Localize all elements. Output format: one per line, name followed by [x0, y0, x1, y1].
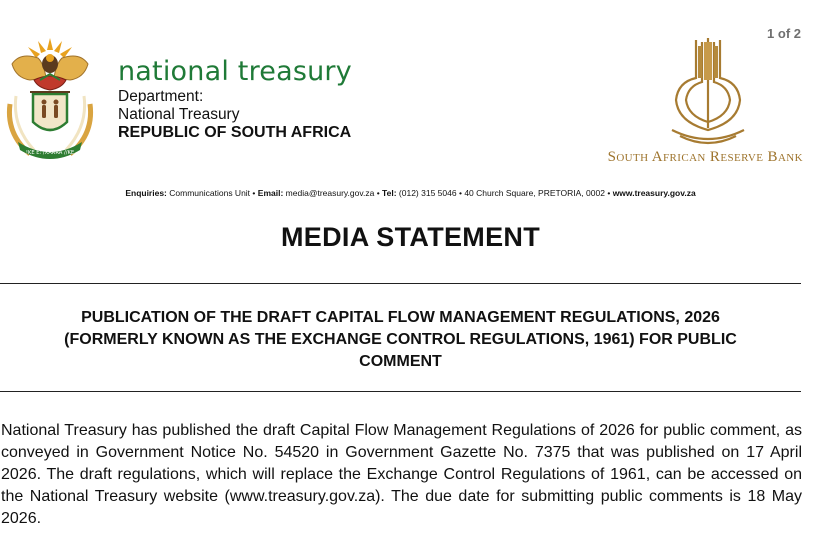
enquiries-label: Enquiries:: [125, 188, 167, 198]
email-link[interactable]: media@treasury.gov.za: [285, 188, 375, 198]
enquiries-value: Communications Unit: [169, 188, 251, 198]
separator: •: [458, 188, 462, 198]
headline-line-1: PUBLICATION OF THE DRAFT CAPITAL FLOW MANAGEMENT REGULATIONS, 2026: [81, 309, 720, 326]
separator: •: [376, 188, 380, 198]
separator: •: [607, 188, 611, 198]
website-link[interactable]: www.treasury.gov.za: [612, 188, 696, 198]
page-number: 1 of 2: [767, 26, 801, 41]
department-label: Department:: [118, 88, 204, 105]
sarb-name: South African Reserve Bank: [607, 149, 803, 165]
contact-line: [0, 188, 821, 198]
treasury-wordmark: national treasury: [118, 56, 352, 87]
divider-bottom: [0, 391, 801, 392]
tel-label: Tel:: [382, 188, 397, 198]
svg-text:!KE E: /XARRA //KE: !KE E: /XARRA //KE: [25, 150, 75, 156]
email-label: Email:: [257, 188, 284, 198]
headline: [0, 307, 801, 373]
republic-name: REPUBLIC OF SOUTH AFRICA: [118, 124, 352, 141]
address: 40 Church Square, PRETORIA, 0002: [464, 188, 605, 198]
separator: •: [252, 188, 256, 198]
divider-top: [0, 283, 801, 284]
headline-line-3: COMMENT: [359, 353, 442, 370]
coat-of-arms-icon: [0, 34, 100, 164]
document-type-title: MEDIA STATEMENT: [281, 222, 540, 252]
headline-line-2: (FORMERLY KNOWN AS THE EXCHANGE CONTROL REGULATIONS, 1961) FOR PUBLIC: [64, 331, 737, 348]
sarb-emblem-icon: [668, 38, 748, 146]
tel-value: (012) 315 5046: [398, 188, 457, 198]
department-name: National Treasury: [118, 106, 240, 123]
body-paragraph: National Treasury has published the draft Capital Flow Management Regulations of 2026 for public comment, as conveyed in Government Notice No. 54520 in Government Gazette No. 7375 that was published on 17 April 2026. The draft regulations, which will replace the Exchange Control Regulations of 1961, can be accessed on the National Treasury website (www.treasury.gov.za). The due date for submitting public comments is 18 May 2026.: [1, 422, 802, 527]
treasury-branding: [118, 56, 352, 142]
